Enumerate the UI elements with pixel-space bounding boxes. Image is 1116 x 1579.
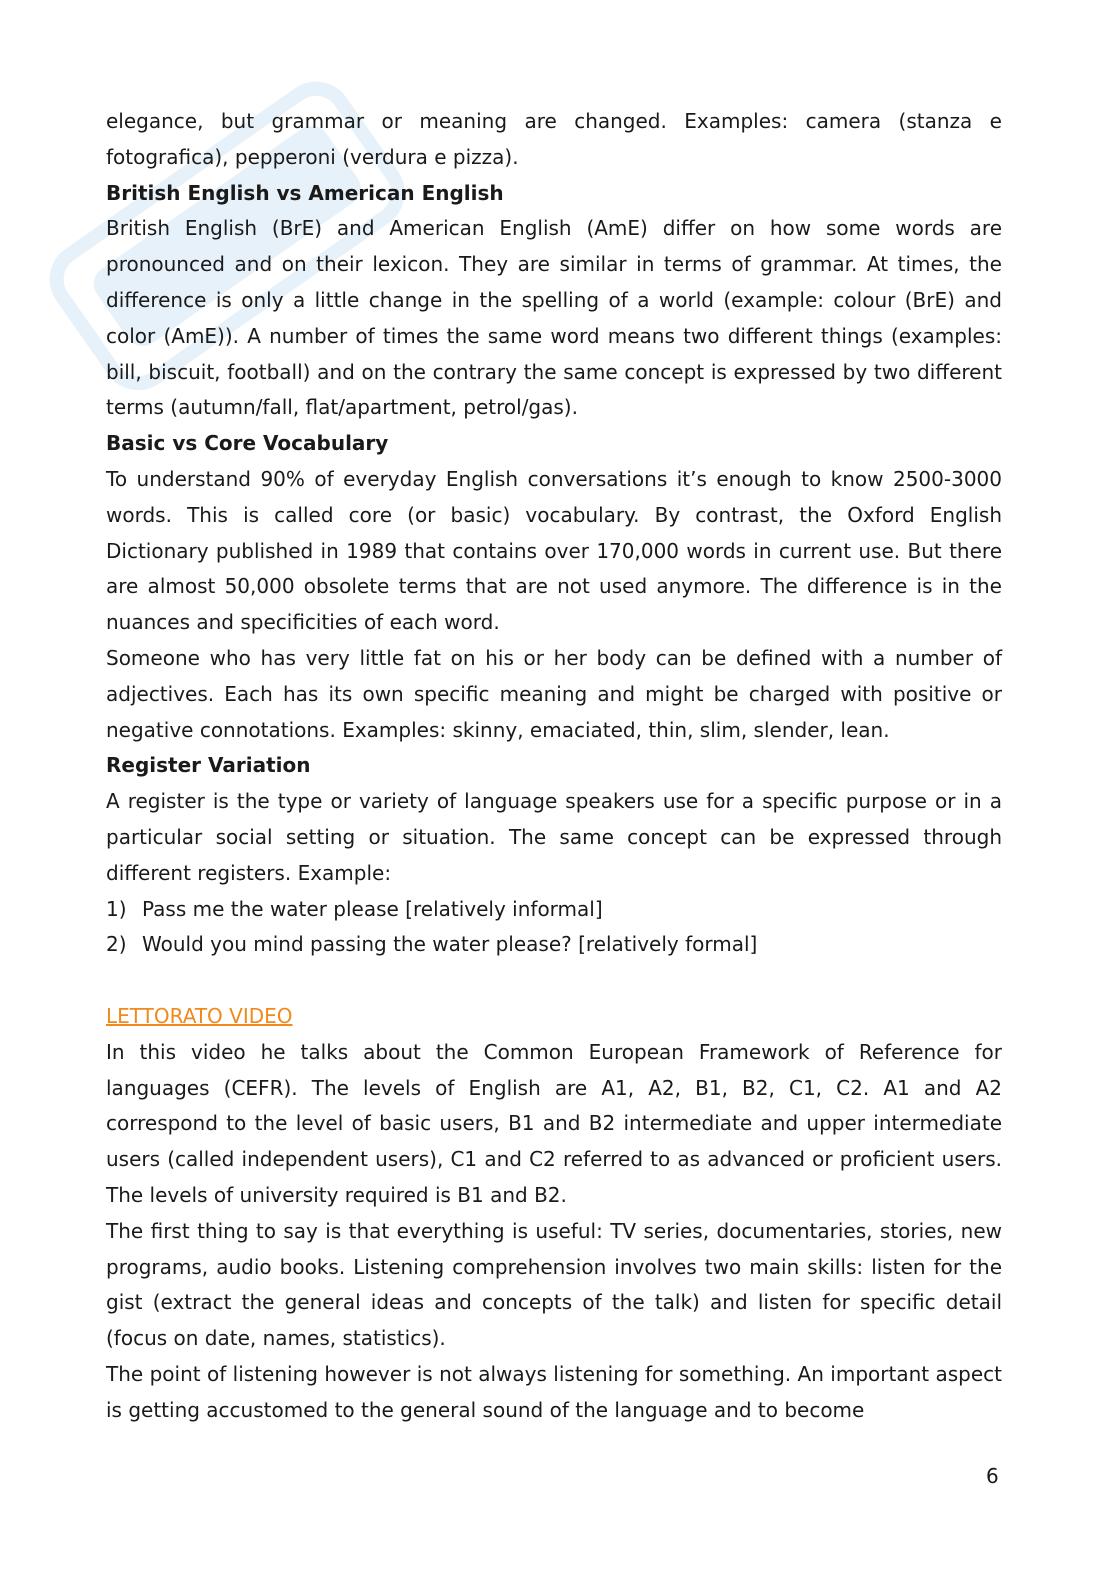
paragraph-cefr: In this video he talks about the Common European Framework of Reference for languages (CEFR). The levels of English are A1, A2, B1, B2, C1, C2. A1 and A2 correspond to the level of basic users, B1 and B2 intermediate and upper intermediate users (called independent users), C1 and C2 referred to as advanced or proficient users. The levels of university required is B1 and B2. — [106, 1039, 1002, 1207]
paragraph-listening-point: The point of listening however is not always listening for something. An important aspect is getting accustomed to the general sound of the language and to become — [106, 1361, 1002, 1422]
list-number: 1) — [106, 896, 127, 921]
paragraph-continuation: elegance, but grammar or meaning are changed. Examples: camera (stanza e fotografica), pepperoni (verdura e pizza). — [106, 109, 1002, 169]
paragraph-british-vs-american: British English (BrE) and American English (AmE) differ on how some words are pronounced and on their lexicon. They are similar in terms of grammar. At times, the difference is only a little change in the spelling of a world (example: colour (BrE) and color (AmE)). A number of times the same word means two different things (examples: bill, biscuit, football) and on the contrary the same concept is expressed by two different terms (autumn/fall, flat/apartment, petrol/gas). — [106, 216, 1002, 420]
paragraph-listening-skills: The first thing to say is that everything is useful: TV series, documentaries, stories, new programs, audio books. Listening comprehension involves two main skills: listen for the gist (extract the general ideas and concepts of the talk) and listen for specific detail (focus on date, names, statistics). — [106, 1218, 1002, 1351]
heading-british-vs-american: British English vs American English — [106, 180, 504, 205]
list-item — [106, 892, 1002, 928]
list-text: Would you mind passing the water please? [relatively formal] — [142, 932, 758, 957]
lettorato-video-link[interactable]: LETTORATO VIDEO — [106, 1003, 293, 1028]
paragraph-adjectives: Someone who has very little fat on his or her body can be defined with a number of adjectives. Each has its own specific meaning and might be charged with positive or negative connotations. Examples: skinny, emaciated, thin, slim, slender, lean. — [106, 645, 1002, 742]
list-text: Pass me the water please [relatively informal] — [142, 896, 603, 921]
page-number: 6 — [986, 1464, 999, 1488]
paragraph-core-vocabulary: To understand 90% of everyday English conversations it’s enough to know 2500-3000 words. This is called core (or basic) vocabulary. By contrast, the Oxford English Dictionary published in 1989 that contains over 170,000 words in current use. But there are almost 50,000 obsolete terms that are not used anymore. The difference is in the nuances and specificities of each word. — [106, 466, 1002, 635]
heading-lettorato-video — [106, 999, 1002, 1035]
document-page — [106, 104, 1002, 1428]
list-number: 2) — [106, 932, 127, 957]
heading-basic-vs-core-vocabulary: Basic vs Core Vocabulary — [106, 431, 389, 456]
paragraph-register: A register is the type or variety of language speakers use for a specific purpose or in a particular social setting or situation. The same concept can be expressed through different registers. Example: — [106, 789, 1002, 885]
list-item — [106, 927, 1002, 963]
heading-register-variation: Register Variation — [106, 753, 311, 778]
spacer — [106, 963, 1002, 999]
